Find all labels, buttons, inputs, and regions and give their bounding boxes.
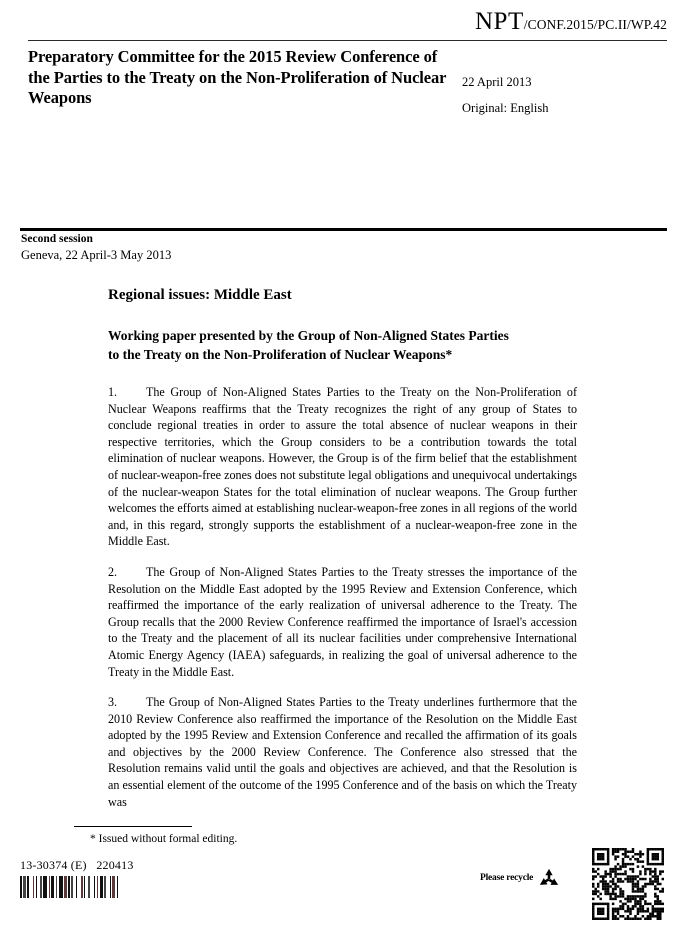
- session-info: [21, 232, 171, 263]
- document-code: 13-30374 (E) 220413: [20, 858, 134, 872]
- paragraph-text: The Group of Non-Aligned States Parties to the Treaty on the Non-Proliferation of Nuclear Weapons reaffirms that the Treaty recognizes the right of any group of States to conclude regional treaties in order to assure the total absence of nuclear weapons in their respective territories, which the Group considers to be a contribution towards the total elimination of nuclear weapons. However, the Group is of the firm belief that the establishment of nuclear-weapon-free zones does not substitute legal obligations and unequivocal undertakings of the nuclear-weapon States for the total elimination of nuclear weapons. The Group further welcomes the efforts aimed at establishing nuclear-weapon-free zones in all regions of the world and, in this regard, strongly supports the establishment of a nuclear-weapon-free zone in the Middle East.: [108, 385, 577, 549]
- document-symbol: [475, 8, 667, 36]
- header-divider: [28, 40, 667, 41]
- paragraph-number: 3.: [108, 695, 118, 710]
- footnote: * Issued without formal editing.: [90, 833, 238, 845]
- page-title: Preparatory Committee for the 2015 Review Conference of the Parties to the Treaty on the Non-Proliferation of Nuclear Weapons: [28, 47, 447, 107]
- paragraph: [108, 694, 577, 810]
- footnote-divider: [74, 826, 192, 827]
- document-original-language: Original: English: [462, 101, 549, 115]
- barcode: [20, 876, 168, 898]
- paragraph-number: 1.: [108, 385, 118, 399]
- working-paper-title: Working paper presented by the Group of Non-Aligned States Parties to the Treaty on the Non-Proliferation of Nuclear Weapons*: [108, 328, 509, 362]
- masthead-meta: [462, 69, 662, 121]
- paragraph-text: The Group of Non-Aligned States Parties to the Treaty underlines furthermore that the 2010 Review Conference also reaffirmed the importance of the Resolution on the Middle East adopted by the 1995 Review and Extension Conference and recalled the affirmation of its goals and objectives by the 2000 Review Conference. The Conference also stressed that the Resolution remains valid until the goals and objectives are achieved, and that the Resolution is an essential element of the outcome of the 1995 Conference and of the basis on which the Treaty was: [108, 695, 577, 809]
- paragraph: [108, 384, 577, 550]
- paragraph: [108, 564, 577, 680]
- session-location-dates: Geneva, 22 April-3 May 2013: [21, 247, 172, 262]
- document-date: 22 April 2013: [462, 75, 532, 89]
- document-body: [108, 286, 577, 824]
- paragraph-number: 2.: [108, 564, 118, 579]
- recycle-notice: [480, 868, 560, 888]
- document-symbol-prefix: NPT: [475, 8, 524, 35]
- document-symbol-suffix: /CONF.2015/PC.II/WP.42: [523, 17, 667, 32]
- paragraph-text: The Group of Non-Aligned States Parties to the Treaty stresses the importance of the Resolution on the Middle East adopted by the 1995 Review and Extension Conference, which reaffirmed the importance of the early realization of universal adherence to the Treaty. The Group recalls that the 2000 Review Conference reaffirmed the importance of Israel's accession to the Treaty and the placement of all its nuclear facilities under comprehensive International Atomic Energy Agency (IAEA) safeguards, in realizing the goal of universal adherence to the Treaty in the Middle East.: [108, 564, 577, 679]
- qr-code: [592, 848, 664, 920]
- section-title: Regional issues: Middle East: [108, 287, 292, 303]
- recycle-icon: [538, 868, 560, 888]
- recycle-label: Please recycle: [480, 873, 534, 883]
- masthead-divider: [20, 228, 667, 231]
- session-name: Second session: [21, 233, 93, 245]
